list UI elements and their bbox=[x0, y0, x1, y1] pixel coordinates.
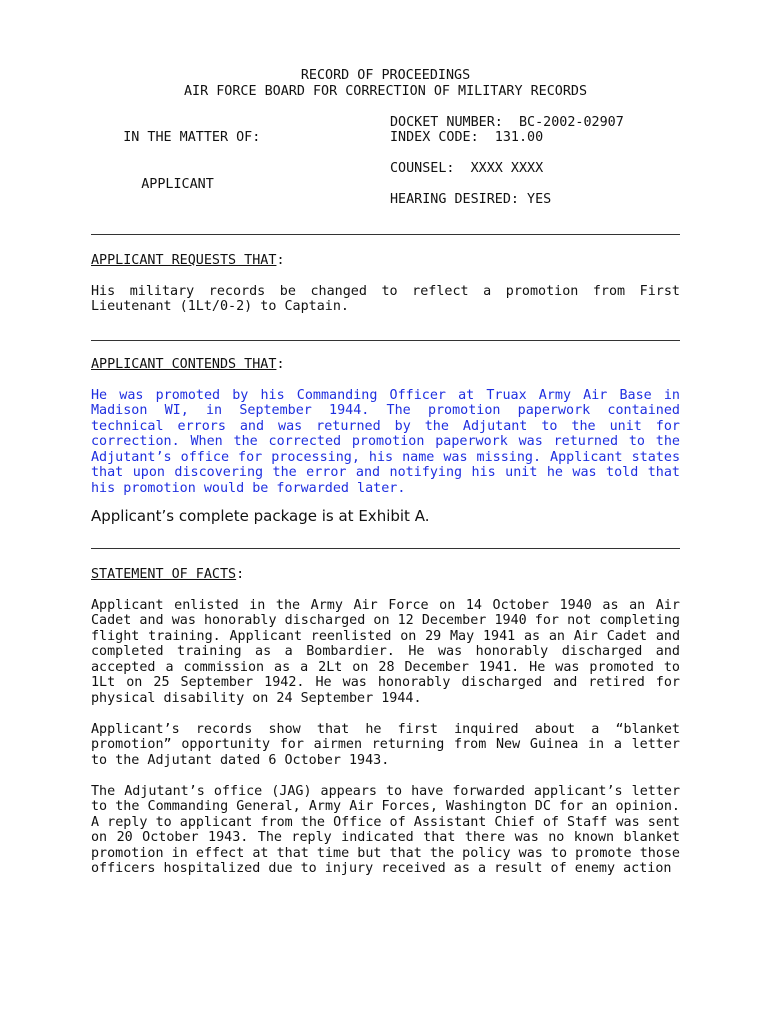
contends-text: He was promoted by his Commanding Officer at Truax Army Air Base in Madison WI, in September 1944. The promotion paperwork contained technical errors and was returned by the Adjutant to the unit for correction. When the corrected promotion paperwork was returned to the Adjutant’s office for processing, his name was missing. Applicant states that upon discovering the error and notifying his unit he was told that his promotion would be forwarded later. bbox=[91, 387, 680, 496]
board-name: AIR FORCE BOARD FOR CORRECTION OF MILITARY RECORDS bbox=[183, 83, 588, 99]
docket-number: DOCKET NUMBER: BC-2002-02907 bbox=[390, 114, 624, 130]
index-row bbox=[91, 130, 680, 146]
hearing-row bbox=[91, 192, 680, 208]
contends-heading-row: APPLICANT CONTENDS THAT: bbox=[91, 356, 285, 372]
requests-heading: APPLICANT REQUESTS THAT bbox=[91, 252, 277, 268]
facts-paragraph-3: The Adjutant’s office (JAG) appears to have forwarded applicant’s letter to the Commanding General, Army Air Forces, Washington DC for an opinion. A reply to applicant from the Office of Assistant Chief of Staff was sent on 20 October 1943. The reply indicated that there was no known blanket promotion in effect at that time but that the policy was to promote those officers hospitalized due to injury received as a result of enemy action bbox=[91, 783, 680, 876]
facts-paragraph-1: Applicant enlisted in the Army Air Force on 14 October 1940 as an Air Cadet and was honorably discharged on 12 December 1940 for not completing flight training. Applicant reenlisted on 29 May 1941 as an Air Cadet and completed training as a Bombardier. He was honorably discharged and accepted a commission as a 2Lt on 28 December 1941. He was promoted to 1Lt on 25 September 1942. He was honorably discharged and retired for physical disability on 24 September 1944. bbox=[91, 597, 680, 706]
index-code: INDEX CODE: 131.00 bbox=[390, 130, 544, 145]
facts-heading-row: STATEMENT OF FACTS: bbox=[91, 566, 245, 582]
counsel: COUNSEL: XXXX XXXX bbox=[390, 161, 544, 176]
document-title: RECORD OF PROCEEDINGS bbox=[300, 68, 471, 83]
requests-heading-row: APPLICANT REQUESTS THAT: bbox=[91, 252, 285, 268]
requests-text: His military records be changed to reflect a promotion from First Lieutenant (1Lt/0-2) to Captain. bbox=[91, 283, 680, 314]
document-page bbox=[91, 68, 680, 877]
facts-heading: STATEMENT OF FACTS bbox=[91, 566, 237, 582]
contends-heading: APPLICANT CONTENDS THAT bbox=[91, 356, 277, 372]
applicant-label: APPLICANT bbox=[141, 176, 214, 192]
matter-label: IN THE MATTER OF: bbox=[123, 130, 261, 145]
applicant-row bbox=[91, 161, 680, 192]
facts-paragraph-2: Applicant’s records show that he first inquired about a “blanket promotion” opportunity for airmen returning from New Guinea in a letter to the Adjutant dated 6 October 1943. bbox=[91, 721, 680, 768]
exhibit-note: Applicant’s complete package is at Exhibit A. bbox=[91, 507, 430, 525]
hearing-desired: HEARING DESIRED: YES bbox=[390, 192, 552, 207]
